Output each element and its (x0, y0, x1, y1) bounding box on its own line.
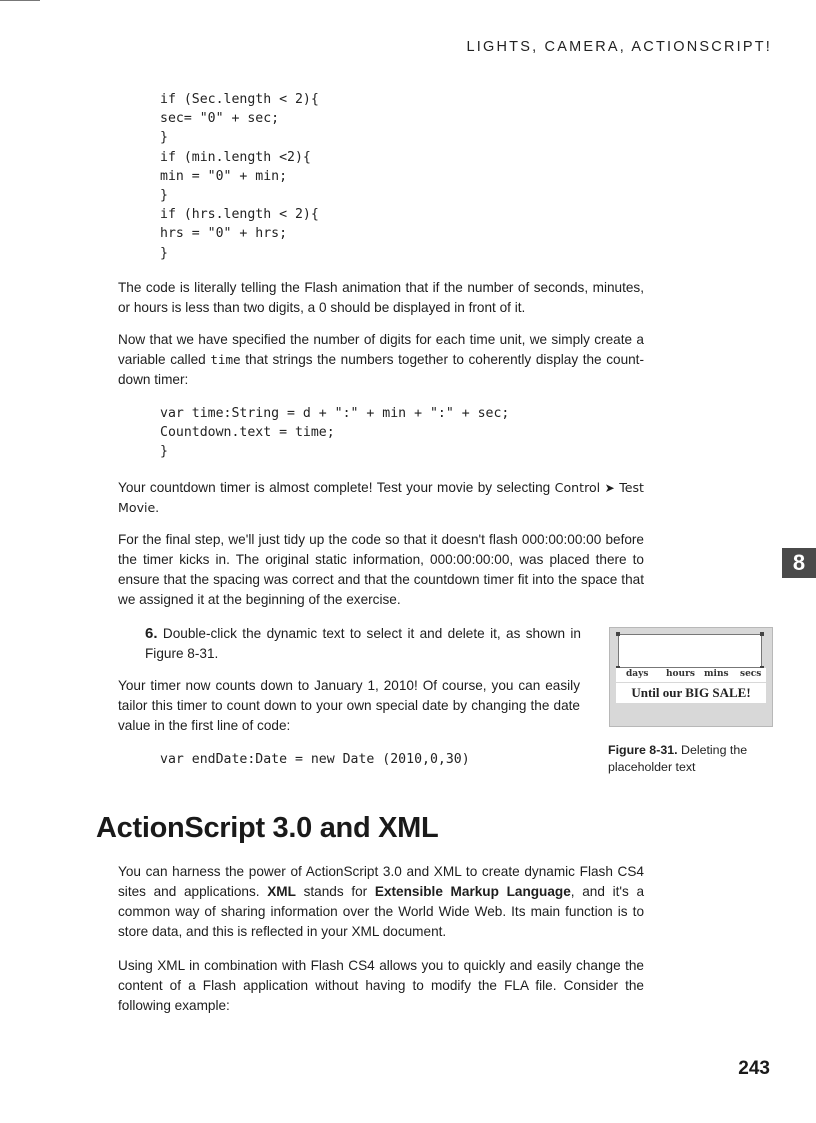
paragraph-time-variable (118, 330, 644, 390)
code-line: if (hrs.length < 2){ (160, 207, 319, 223)
dynamic-text-field (618, 634, 762, 668)
chapter-thumb-tab: 8 (782, 548, 816, 578)
sale-banner: Until our BIG SALE! (616, 683, 766, 703)
code-line: min = "0" + min; (160, 168, 288, 184)
figure-caption (608, 742, 768, 775)
time-unit-labels (616, 668, 766, 682)
page-number: 243 (738, 1058, 770, 1079)
step-number: 6. (145, 625, 158, 642)
code-line: } (160, 187, 168, 203)
step-6 (145, 624, 581, 664)
unit-mins: mins (704, 669, 729, 679)
code-line: var endDate:Date = new Date (2010,0,30) (160, 752, 470, 767)
paragraph-text: Your countdown timer is almost complete! Test your movie by selecting (118, 480, 555, 495)
code-line: hrs = "0" + hrs; (160, 226, 288, 242)
term-extensible-markup-language: Extensible Markup Language (374, 884, 571, 899)
term-xml: XML (267, 884, 296, 899)
code-line: var time:String = d + ":" + min + ":" + sec; (160, 406, 510, 421)
menu-arrow-icon: ➤ (604, 481, 615, 495)
code-line: } (160, 130, 168, 146)
paragraph-text: that strings the numbers together to coherently display the count-down timer: (118, 352, 644, 387)
paragraph-leading-zero: The code is literally telling the Flash animation that if the number of seconds, minutes, or hours is less than two digits, a 0 should be displayed in front of it. (118, 280, 644, 315)
unit-days: days (626, 669, 649, 679)
paragraph-text: You can harness the power of ActionScript 3.0 and XML to create dynamic Flash CS4 sites and applications. (118, 864, 644, 899)
menu-path-control: Control (554, 480, 601, 495)
paragraph-xml-intro (118, 862, 644, 942)
code-line: } (160, 245, 168, 261)
code-line: Countdown.text = time; (160, 425, 335, 441)
paragraph-text: stands for (295, 884, 375, 899)
code-line: } (160, 444, 168, 460)
unit-secs: secs (740, 669, 762, 679)
code-line: if (Sec.length < 2){ (160, 92, 319, 107)
code-block-time-string (160, 404, 509, 462)
paragraph-text: Now that we have specified the number of digits for each time unit, we simply create a variable called (118, 332, 644, 367)
selection-handle (616, 632, 620, 636)
menu-path-test-movie: Test Movie (118, 480, 644, 515)
paragraph-xml-usage: Using XML in combination with Flash CS4 allows you to quickly and easily change the content of a Flash application without having to modify the FLA file. Consider the following example: (118, 958, 644, 1013)
caption-label: Figure 8-31. (608, 743, 678, 757)
paragraph-text: . (155, 500, 160, 515)
corner-rule (0, 0, 40, 1)
code-block-null-checks (160, 90, 319, 263)
paragraph-test-movie (118, 478, 644, 518)
paragraph-custom-date: Your timer now counts down to January 1, 2010! Of course, you can easily tailor this timer to count down to your own special date by changing the date value in the first line of code: (118, 678, 580, 733)
code-line: sec= "0" + sec; (160, 111, 280, 127)
paragraph-text: , and it's a common way of sharing information over the World Wide Web. Its main function is to store data, and this is reflected in your XML document. (118, 884, 645, 939)
section-heading: ActionScript 3.0 and XML (96, 812, 439, 844)
step-text: Double-click the dynamic text to select it and delete it, as shown in Figure 8-31. (145, 626, 581, 661)
unit-hours: hours (666, 669, 695, 679)
code-line: if (min.length <2){ (160, 149, 311, 165)
selection-handle (760, 632, 764, 636)
inline-code: time (210, 352, 241, 367)
running-header: LIGHTS, CAMERA, ACTIONSCRIPT! (466, 39, 772, 55)
caption-text: Deleting the placeholder text (608, 743, 748, 774)
code-block-end-date (160, 750, 470, 769)
figure-countdown-screenshot (609, 627, 773, 727)
paragraph-final-step: For the final step, we'll just tidy up the code so that it doesn't flash 000:00:00:00 before the timer kicks in. The original static information, 000:00:00:00, was placed there to ensure that the spacing was correct and that the countdown timer fit into the space that we assigned it at the beginning of the exercise. (118, 532, 644, 607)
